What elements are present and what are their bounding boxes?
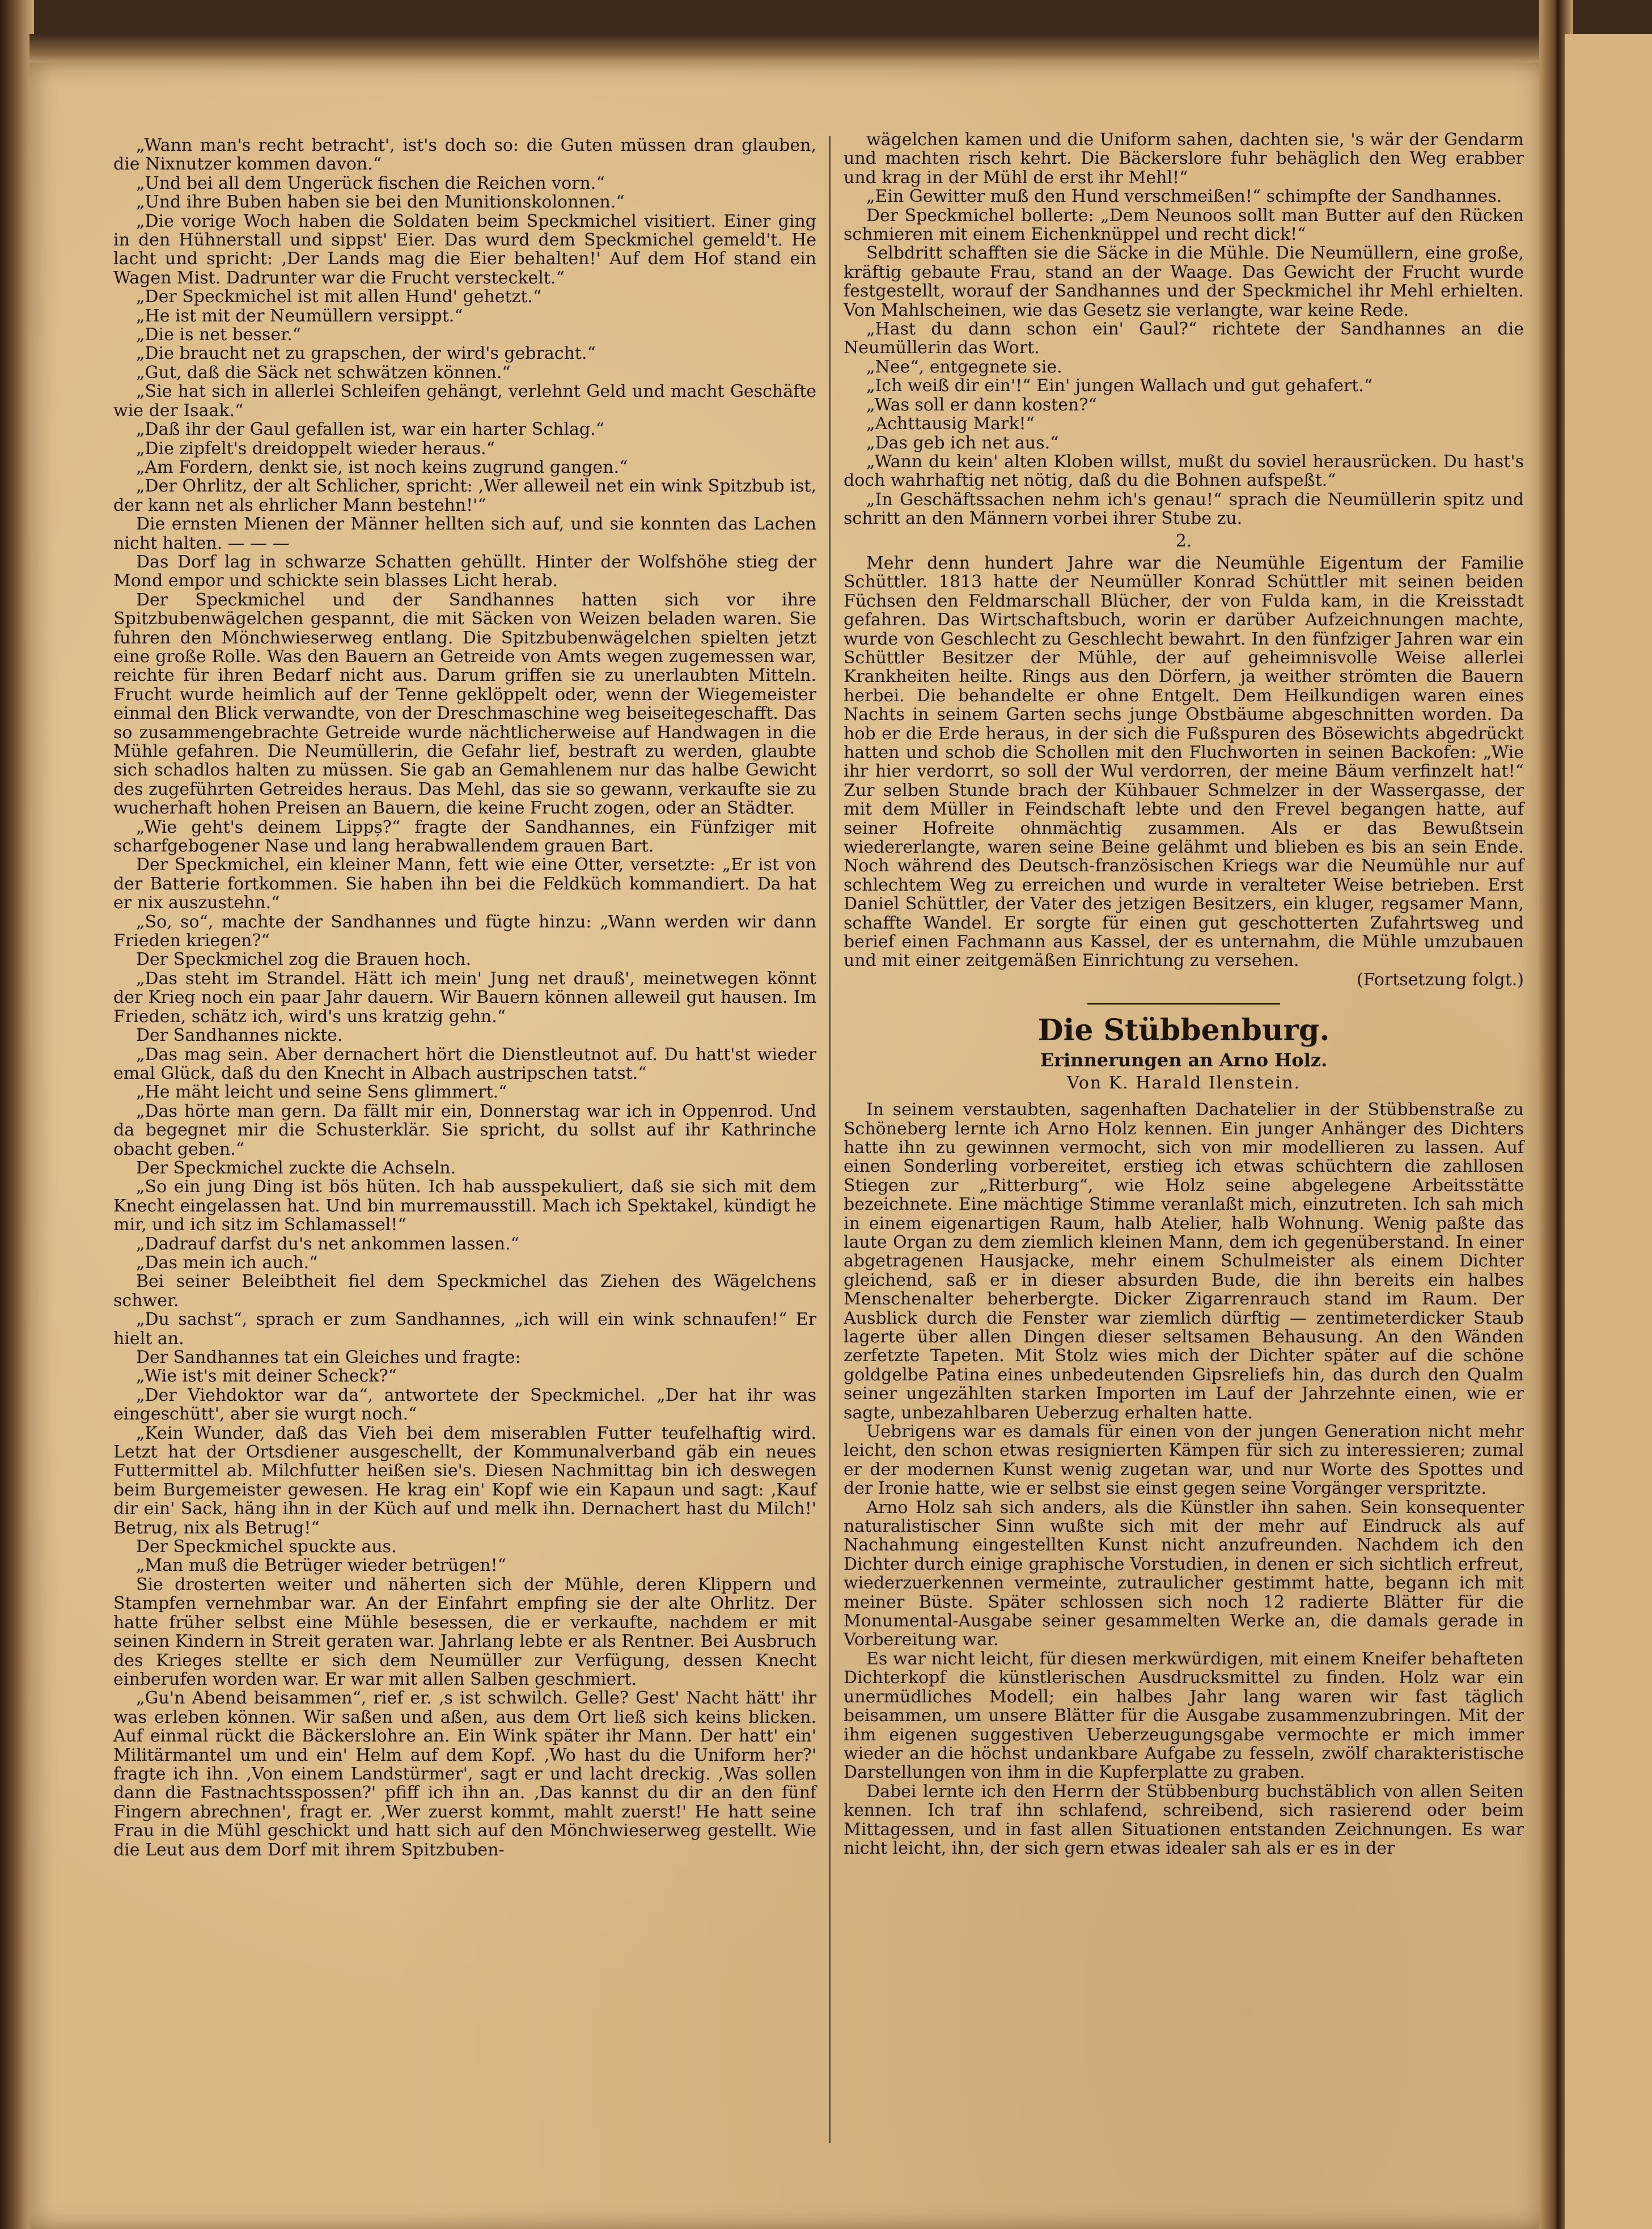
paragraph: „Das steht im Strandel. Hätt ich mein' Jung net drauß', meinetwegen könnt der Krieg noch ein paar Jahr dauern. Wir Bauern können alleweil gut hausen. Im Frieden, schätz ich, wird's uns kratzig gehn.“ xyxy=(113,968,816,1027)
paragraph: „Sie hat sich in allerlei Schleifen gehängt, verlehnt Geld und macht Geschäfte wie der Isaak.“ xyxy=(113,382,816,421)
book-binding xyxy=(0,0,34,2229)
paragraph: Das Dorf lag in schwarze Schatten gehüllt. Hinter der Wolfshöhe stieg der Mond empor und schickte sein blasses Licht herab. xyxy=(113,552,816,591)
section-number: 2. xyxy=(1175,531,1192,551)
paragraph: „Du sachst“, sprach er zum Sandhannes, „ich will ein wink schnaufen!“ Er hielt an. xyxy=(113,1310,816,1349)
paragraph: „Nee“, entgegnete sie. xyxy=(866,357,1062,377)
paragraph: Der Speckmichel bollerte: „Dem Neunoos sollt man Butter auf den Rücken schmieren mit einem Eichenknüppel und recht dick!“ xyxy=(844,205,1524,245)
paragraph: „Die is net besser.“ xyxy=(136,325,302,345)
paragraph: „Kein Wunder, daß das Vieh bei dem miserablen Futter teufelhaftig wird. Letzt hat der Ortsdiener ausgeschellt, der Kommunalverband gäb ein neues Futtermittel ab. Milchfutter heißen sie's. Diesen Nachmittag bin ich deswegen beim Burgemeister gewesen. He krag ein' Kopf wie ein Kapaun und sagt: ‚Kauf dir ein' Sack, häng ihn in der Küch auf und melk ihn. Dernachert hast du Milch!' Betrug, nix als Betrug!“ xyxy=(113,1423,816,1538)
paragraph: „So ein jung Ding ist bös hüten. Ich hab ausspekuliert, daß sie sich mit dem Knecht eingelassen hat. Und bin murremausstill. Mach ich Spektakel, kündigt he mir, und ich sitz im Schlamassel!“ xyxy=(113,1177,816,1235)
paragraph: „In Geschäftssachen nehm ich's genau!“ sprach die Neumüllerin spitz und schritt an den Männern vorbei ihrer Stube zu. xyxy=(844,489,1524,529)
article-paragraph: Arno Holz sah sich anders, als die Künstler ihn sahen. Sein konsequenter naturalistischer Sinn wußte sich mit der mehr auf Eindruck als auf Nachahmung eingestellten Kunst nicht anzufreunden. Nachdem ich den Dichter durch einige graphische Vorstudien, in denen er sich sichtlich erfreut, wiederzuerkennen vermeinte, zutraulicher gestimmt hatte, begann ich mit meiner Büste. Später schlossen sich noch 12 radierte Blätter für die Monumental-Ausgabe seiner gesammelten Werke an, die damals gerade in Vorbereitung war. xyxy=(844,1497,1524,1650)
paragraph: „Daß ihr der Gaul gefallen ist, war ein harter Schlag.“ xyxy=(136,419,604,440)
paragraph: Selbdritt schafften sie die Säcke in die Mühle. Die Neumüllern, eine große, kräftig gebaute Frau, stand an der Waage. Das Gewicht der Frucht wurde festgestellt, worauf der Sandhannes und der Speckmichel ihr Mehl erhielten. Von Mahlscheinen, wie das Gesetz sie verlangte, war keine Rede. xyxy=(844,243,1524,320)
paragraph: Der Speckmichel zog die Brauen hoch. xyxy=(136,950,472,970)
paragraph: „Gut, daß die Säck net schwätzen können.“ xyxy=(136,362,511,383)
paragraph: Der Speckmichel und der Sandhannes hatten sich vor ihre Spitzbubenwägelchen gespannt, die mit Säcken von Weizen beladen waren. Sie fuhren den Mönchwieserweg entlang. Die Spitzbubenwägelchen spielten jetzt eine große Rolle. Was den Bauern an Getreide von Amts wegen zugemessen war, reichte für ihren Bedarf nicht aus. Darum griffen sie zu unerlaubten Mitteln. Frucht wurde heimlich auf der Tenne geklöppelt oder, wenn der Wiegemeister einmal den Blick verwandte, von der Dreschmaschine weg beiseitegeschafft. Das so zusammengebrachte Getreide wurde nächtlicherweise auf Handwagen in die Mühle gefahren. Die Neumüllerin, die Gefahr lief, bestraft zu werden, glaubte sich schadlos halten zu müssen. Sie gab an Gemahlenem nur das halbe Gewicht des zugeführten Getreides heraus. Das Mehl, das sie so gewann, verkaufte sie zu wucherhaft hohen Preisen an Bauern, die keine Frucht zogen, oder an Städter. xyxy=(113,590,816,819)
paragraph: „Achttausig Mark!“ xyxy=(866,414,1035,434)
paragraph: „Das mag sein. Aber dernachert hört die Dienstleutnot auf. Du hatt'st wieder emal Glück, daß du den Knecht in Albach austripschen tatst.“ xyxy=(113,1044,816,1083)
paragraph: „Wann man's recht betracht', ist's doch so: die Guten müssen dran glauben, die Nixnutzer kommen davon.“ xyxy=(113,135,816,175)
paragraph: Mehr denn hundert Jahre war die Neumühle Eigentum der Familie Schüttler. 1813 hatte der Neumüller Konrad Schüttler mit seinen beiden Füchsen den Feldmarschall Blücher, der von Fulda kam, in die Kreisstadt gefahren. Das Wirtschaftsbuch, worin er darüber Aufzeichnungen machte, wurde von Geschlecht zu Geschlecht bewahrt. In den fünfziger Jahren war ein Schüttler Besitzer der Mühle, der auf geheimnisvolle Weise allerlei Krankheiten heilte. Rings aus den Dörfern, ja weither strömten die Bauern herbei. Die behandelte er ohne Entgelt. Dem Heilkundigen waren eines Nachts in seinem Garten sechs junge Obstbäume abgeschnitten worden. Da hob er die Erde heraus, in der sich die Fußspuren des Bösewichts abgedrückt hatten und schob die Schollen mit den Fluchworten in seinen Backofen: „Wie ihr hier verdorrt, so soll der Wul verdorren, der meine Bäum verfinzelt hat!“ Zur selben Stunde brach der Kühbauer Schmelzer in der Wassergasse, der mit dem Müller in Feindschaft lebte und den Frevel begangen hatte, auf seiner Hofreite ohnmächtig zusammen. Als er das Bewußtsein wiedererlangte, waren seine Beine gelähmt und blieben es bis an sein Ende. Noch während des Deutsch-französischen Kriegs war die Neumühle nur auf schlechtem Weg zu erreichen und wurde in veralteter Weise betrieben. Erst Daniel Schüttler, der Vater des jetzigen Besitzers, ein kluger, regsamer Mann, schaffte Wandel. Er sorgte für einen gut geschotterten Zufahrtsweg und berief einen Fachmann aus Kassel, der es unternahm, die Mühle umzubauen und mit einer zeitgemäßen Einrichtung zu versehen. xyxy=(844,553,1524,971)
paragraph: Der Sandhannes tat ein Gleiches und fragte: xyxy=(136,1347,521,1367)
paragraph: „Am Fordern, denkt sie, ist noch keins zugrund gangen.“ xyxy=(136,457,628,477)
paragraph: „Die vorige Woch haben die Soldaten beim Speckmichel visitiert. Einer ging in den Hühnerstall und sippst' Eier. Das wurd dem Speckmichel gemeld't. He lacht und spricht: ‚Der Lands mag die Eier behalten!' Auf dem Hof stand ein Wagen Mist. Dadrunter war die Frucht versteckelt.“ xyxy=(113,211,816,288)
paragraph: „Das hörte man gern. Da fällt mir ein, Donnerstag war ich in Oppenrod. Und da begegnet mir die Schusterklär. Sie spricht, du sollst auf ihr Kathrinche obacht geben.“ xyxy=(113,1101,816,1159)
to-be-continued-note: (Fortsetzung folgt.) xyxy=(1357,969,1524,990)
paragraph: „Und ihre Buben haben sie bei den Munitionskolonnen.“ xyxy=(136,192,625,213)
paragraph: Bei seiner Beleibtheit fiel dem Speckmichel das Ziehen des Wägelchens schwer. xyxy=(113,1272,816,1311)
article-title: Die Stübbenburg. xyxy=(1037,1013,1330,1048)
article-subtitle: Erinnerungen an Arno Holz. xyxy=(1040,1049,1328,1071)
left-column xyxy=(113,136,816,1859)
paragraph: „Man muß die Betrüger wieder betrügen!“ xyxy=(136,1556,506,1576)
paragraph: „He ist mit der Neumüllern versippt.“ xyxy=(136,306,463,326)
paragraph: „So, so“, machte der Sandhannes und fügte hinzu: „Wann werden wir dann Frieden kriegen?“ xyxy=(113,912,816,951)
paragraph: Die ernsten Mienen der Männer hellten sich auf, und sie konnten das Lachen nicht halten. — — — xyxy=(113,514,816,553)
paragraph: „Wann du kein' alten Kloben willst, mußt du soviel herausrücken. Du hast's doch wahrhaftig net nötig, daß du die Bohnen aufspeßt.“ xyxy=(844,451,1524,491)
column-divider xyxy=(829,136,831,2143)
adjacent-page-edge xyxy=(1565,34,1652,2229)
paragraph: Der Speckmichel zuckte die Achseln. xyxy=(136,1158,456,1178)
paragraph: „Und bei all dem Ungerück fischen die Reichen vorn.“ xyxy=(136,173,605,193)
paragraph: Der Sandhannes nickte. xyxy=(136,1025,343,1046)
paragraph: „Ich weiß dir ein'!“ Ein' jungen Wallach und gut gehafert.“ xyxy=(866,376,1373,396)
middle-column xyxy=(844,130,1524,1858)
paragraph: „Ein Gewitter muß den Hund verschmeißen!“ schimpfte der Sandhannes. xyxy=(866,187,1502,207)
paragraph: Der Speckmichel spuckte aus. xyxy=(136,1537,397,1557)
paragraph: „Wie geht's deinem Lippș?“ fragte der Sandhannes, ein Fünfziger mit scharfgebogener Nase und lang herabwallendem grauen Bart. xyxy=(113,817,816,857)
article-paragraph: Dabei lernte ich den Herrn der Stübbenburg buchstäblich von allen Seiten kennen. Ich traf ihn schlafend, schreibend, sich rasierend oder beim Mittagessen, und in fast allen Situationen entstanden Zeichnungen. Es war nicht leicht, ihn, der sich gern etwas idealer sah als er es in der xyxy=(844,1781,1524,1858)
article-paragraph: Uebrigens war es damals für einen von der jungen Generation nicht mehr leicht, den schon etwas resignierten Kämpen für sich zu interessieren; zumal er der modernen Kunst wenig zugetan war, und nur Worte des Spottes und der Ironie hatte, wie er selbst sie einst gegen seine Vorgänger verspritzte. xyxy=(844,1422,1524,1499)
serial-story-continuation xyxy=(844,130,1524,528)
article-paragraph: In seinem verstaubten, sagenhaften Dachatelier in der Stübbenstraße zu Schöneberg lernte ich Arno Holz kennen. Ein junger Anhänger des Dichters hatte ihn zu gewinnen vermocht, sich von mir modellieren zu lassen. Auf einen Sonderling vorbereitet, erstieg ich etwas schüchtern die zahllosen Stiegen zur „Ritterburg“, wie Holz seine abgelegene Arbeitsstätte bezeichnete. Eine mächtige Stimme veranlaßt mich, einzutreten. Ich sah mich in einem eigenartigen Raum, halb Atelier, halb Wohnung. Wenig paßte das laute Organ zu dem ziemlich kleinen Mann, dem ich gegenüberstand. In einer abgetragenen Hausjacke, mehr einem Schulmeister als einem Dichter gleichend, saß er in dieser absurden Bude, die ihn bereits ein halbes Menschenalter beherbergte. Dicker Zigarrenrauch stand im Raum. Der Ausblick durch die Fenster war ziemlich dürftig — zentimeterdicker Staub lagerte über allen Dingen dieser seltsamen Behausung. An den Wänden zerfetzte Tapeten. Mit Stolz wies mich der Dichter später auf die schöne goldgelbe Patina eines unbedeutenden Gipsreliefs hin, das durch den Qualm seiner ungezählten starken Importen im Lauf der Jahrzehnte einen, wie er sagte, unbezahlbaren Ueberzug erhalten hatte. xyxy=(844,1100,1524,1423)
article-author: Von K. Harald Ilenstein. xyxy=(1066,1073,1301,1093)
paragraph: „Was soll er dann kosten?“ xyxy=(866,395,1097,415)
paragraph: „Der Speckmichel ist mit allen Hund' gehetzt.“ xyxy=(136,287,542,307)
paragraph: „Gu'n Abend beisammen“, rief er. ‚s ist schwilch. Gelle? Gest' Nacht hätt' ihr was erleben können. Wir saßen und aßen, aus dem Ort ließ sich keins blicken. Auf einmal rückt die Bäckerslohre an. Ein Wink später ihr Mann. Der hatt' ein' Militärmantel um und ein' Helm auf dem Kopf. ‚Wo hast du die Uniform her?' fragte ich ihn. ‚Von einem Landstürmer', sagt er und lacht dreckig. ‚Was sollen dann die Fastnachtsspossen?' pfiff ich ihn an. ‚Das kannst du dir an den fünf Fingern abrechnen', fragt er. ‚Wer zuerst kommt, mahlt zuerst!' He hatt seine Frau in die Mühl geschickt und hatt sich auf den Mönchwieserweg gestellt. Wie die Leut aus dem Dorf mit ihrem Spitzbuben- xyxy=(113,1688,816,1860)
paragraph: Der Speckmichel, ein kleiner Mann, fett wie eine Otter, versetzte: „Er ist von der Batterie fortkommen. Sie haben ihn bei die Feldküch kommandiert. Da hat er nix auszustehn.“ xyxy=(113,855,816,913)
paragraph: „Wie ist's mit deiner Scheck?“ xyxy=(136,1366,397,1387)
paragraph: „He mäht leicht und seine Sens glimmert.“ xyxy=(136,1082,507,1103)
paragraph: wägelchen kamen und die Uniform sahen, dachten sie, 's wär der Gendarm und machten risch kehrt. Die Bäckerslore fuhr behäglich den Weg erabber und krag in der Mühl de erst ihr Mehl!“ xyxy=(844,130,1524,188)
paragraph: „Die braucht net zu grapschen, der wird's gebracht.“ xyxy=(136,344,596,364)
paragraph: „Dadrauf darfst du's net ankommen lassen.“ xyxy=(136,1234,519,1254)
paragraph: „Die zipfelt's dreidoppelt wieder heraus.“ xyxy=(136,438,495,459)
paragraph: „Hast du dann schon ein' Gaul?“ richtete der Sandhannes an die Neumüllerin das Wort. xyxy=(844,319,1524,358)
paragraph: „Der Ohrlitz, der alt Schlicher, spricht: ‚Wer alleweil net ein wink Spitzbub ist, der kann net als ehrlicher Mann bestehn!'“ xyxy=(113,476,816,515)
paragraph: Sie drosterten weiter und näherten sich der Mühle, deren Klippern und Stampfen vernehmbar war. An der Einfahrt empfing sie der alte Ohrlitz. Der hatte früher selbst eine Mühle besessen, die er verkaufte, nachdem er mit seinen Kindern in Streit geraten war. Jahrlang lebte er als Rentner. Bei Ausbruch des Krieges stellte er sich dem Neumüller zur Verfügung, dessen Knecht einberufen worden war. Er war mit allen Salben geschmiert. xyxy=(113,1574,816,1689)
article-body xyxy=(844,1100,1524,1858)
paragraph: „Das mein ich auch.“ xyxy=(136,1252,318,1273)
serial-story-section-2 xyxy=(844,554,1524,971)
paragraph: „Der Viehdoktor war da“, antwortete der Speckmichel. „Der hat ihr was eingeschütt', aber sie wurgt noch.“ xyxy=(113,1385,816,1425)
article-paragraph: Es war nicht leicht, für diesen merkwürdigen, mit einem Kneifer behafteten Dichterkopf die künstlerischen Ausdrucksmittel zu finden. Holz war ein unermüdliches Modell; ein halbes Jahr lang waren wir fast täglich beisammen, um unsere Blätter für die Ausgabe zusammenzubringen. Mit der ihm eigenen suggestiven Ueberzeugungsgabe vermochte er mich immer wieder an die höchst undankbare Aufgabe zu fesseln, zwölf charakteristische Darstellungen von ihm in die Kupferplatte zu graben. xyxy=(844,1649,1524,1783)
paragraph: „Das geb ich net aus.“ xyxy=(866,433,1059,453)
article-separator-rule xyxy=(1087,1003,1280,1005)
